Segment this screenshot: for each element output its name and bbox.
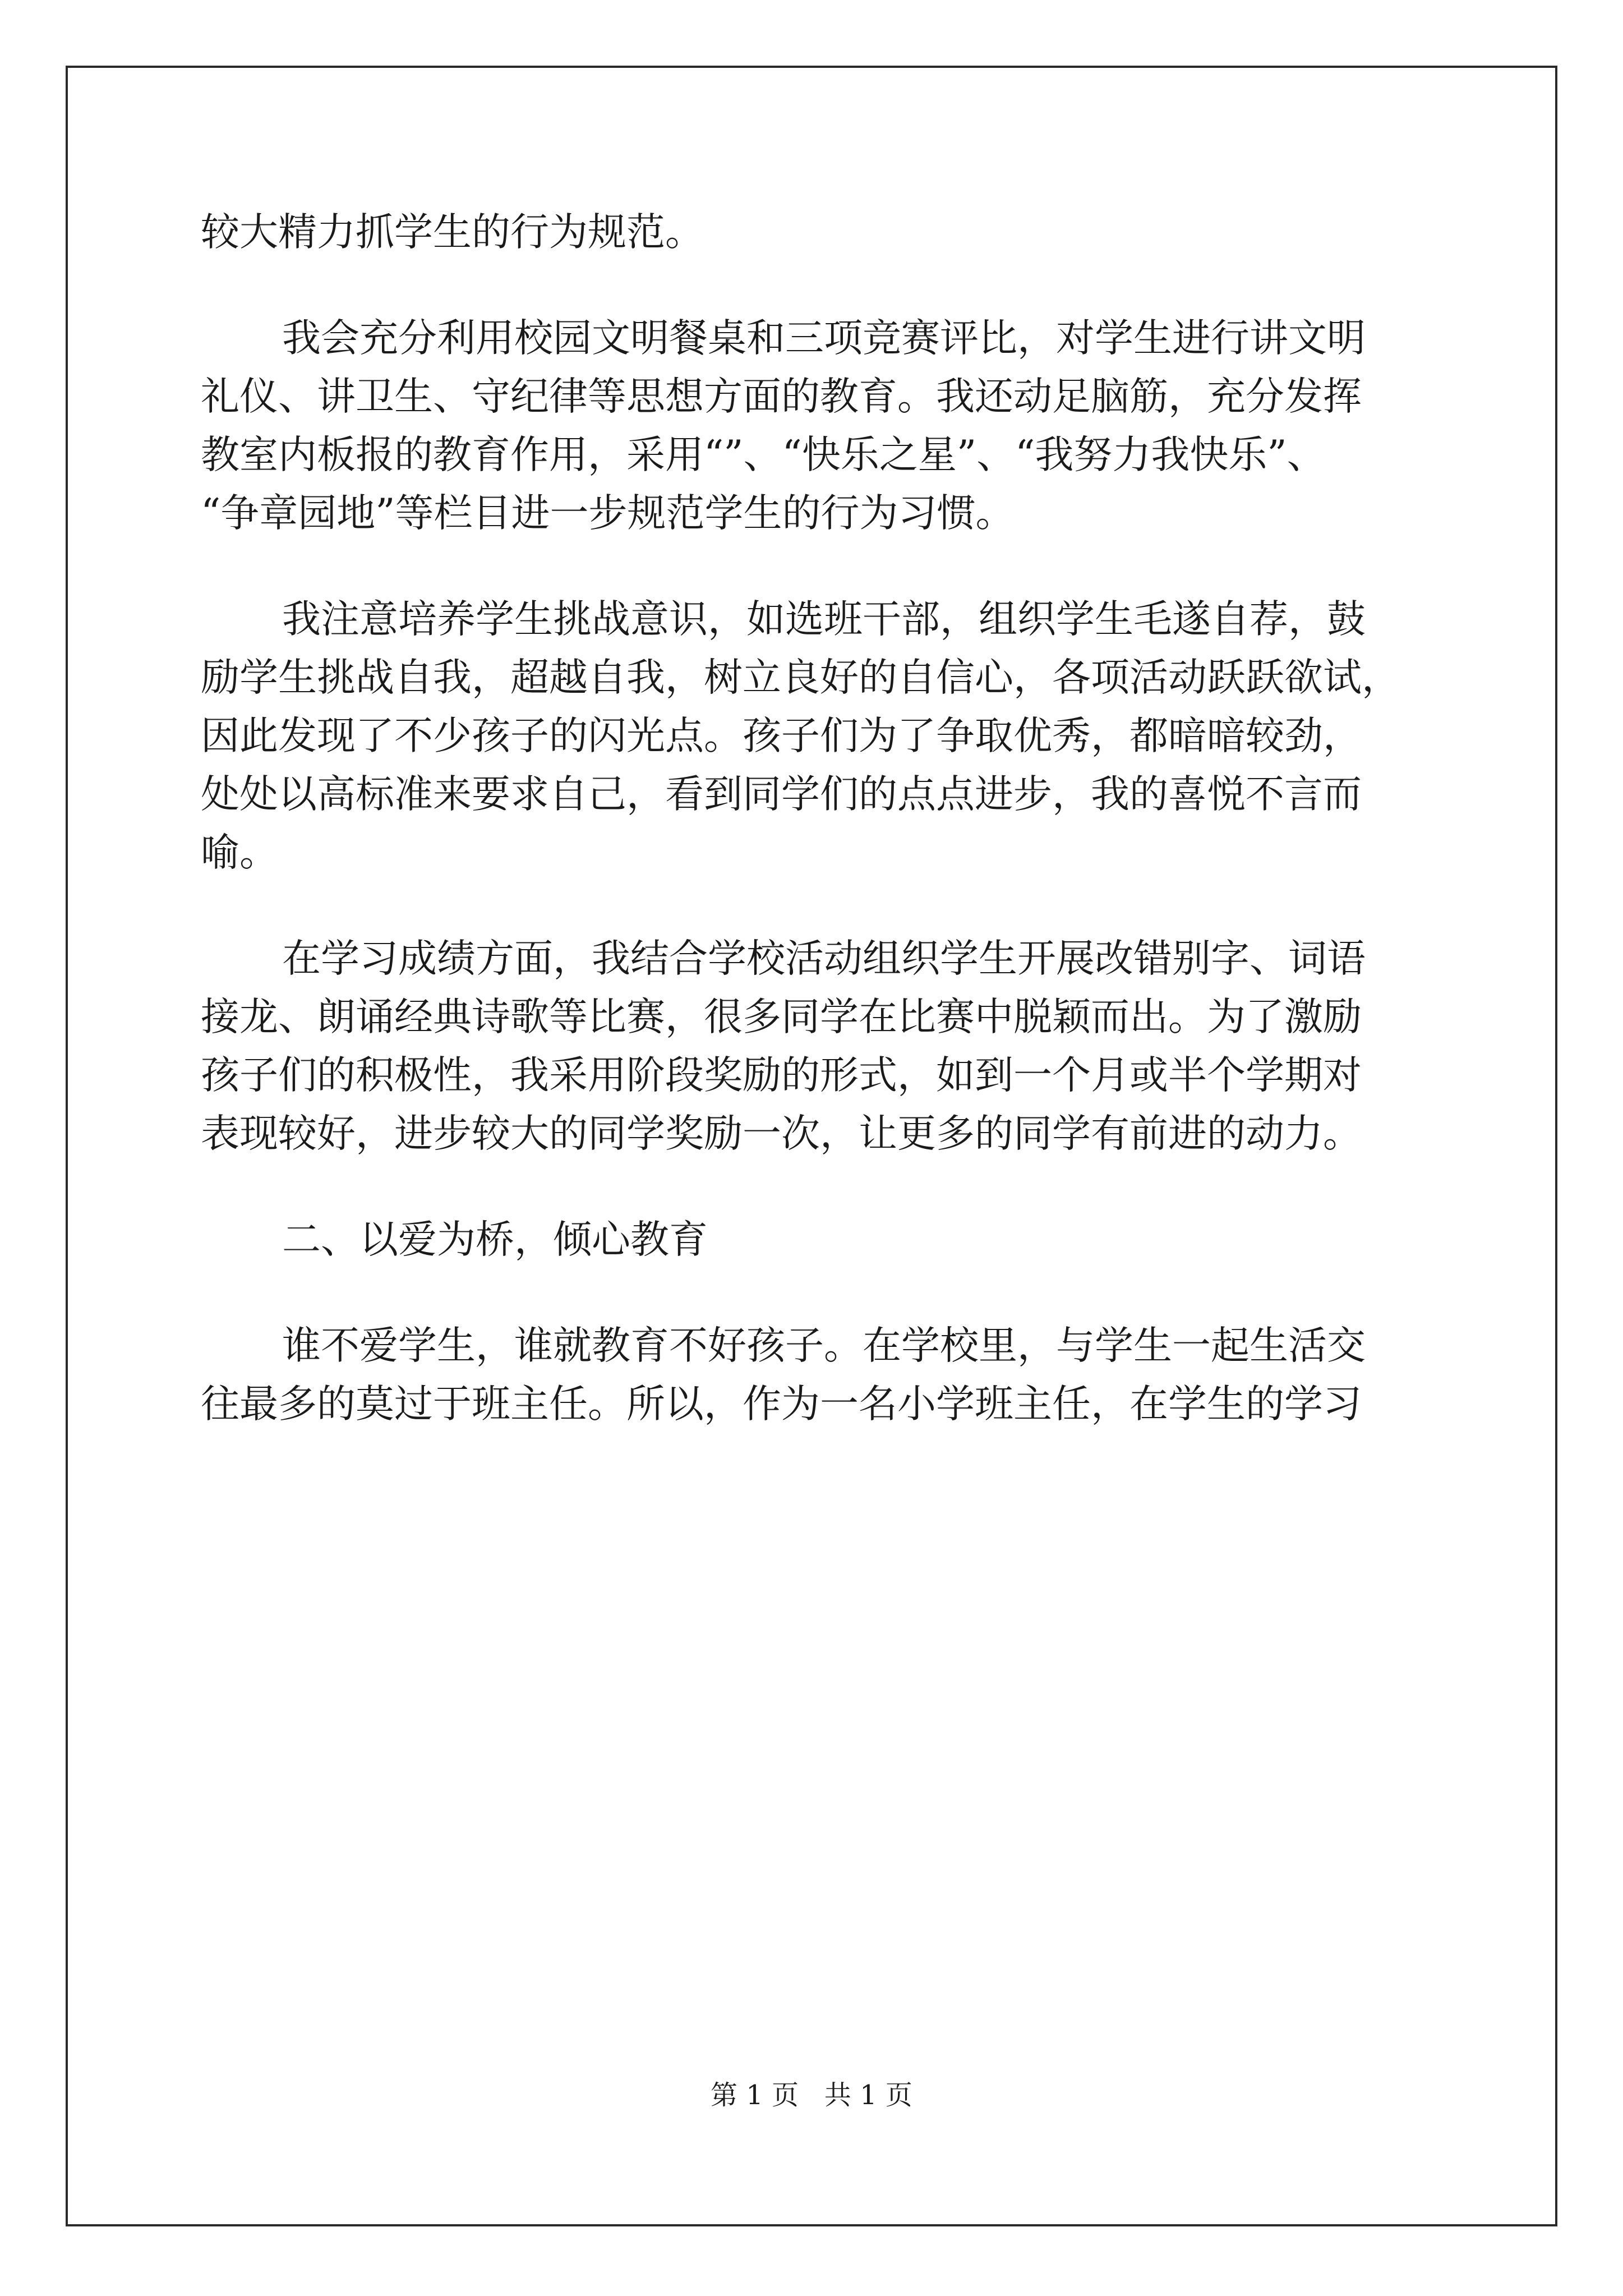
page-number-footer: 第 1 页 共 1 页	[711, 2079, 912, 2111]
paragraph-first-line: 我会充分利用校园文明餐桌和三项竞赛评比，对学生进行讲文明	[282, 316, 1366, 361]
text-line: 礼仪、讲卫生、守纪律等思想方面的教育。我还动足脑筋，充分发挥	[201, 374, 1362, 419]
paragraph-first-line: 在学习成绩方面，我结合学校活动组织学生开展改错别字、词语	[282, 936, 1366, 981]
text-line: 往最多的莫过于班主任。所以，作为一名小学班主任，在学生的学习	[201, 1382, 1362, 1427]
text-line: “争章园地”等栏目进一步规范学生的行为习惯。	[201, 491, 1015, 536]
text-line: 较大精力抓学生的行为规范。	[201, 210, 704, 255]
text-line: 因此发现了不少孩子的闪光点。孩子们为了争取优秀，都暗暗较劲，	[201, 714, 1362, 758]
text-line: 励学生挑战自我，超越自我，树立良好的自信心，各项活动跃跃欲试，	[201, 655, 1400, 700]
paragraph-first-line: 谁不爱学生，谁就教育不好孩子。在学校里，与学生一起生活交	[282, 1323, 1366, 1368]
paragraph-first-line: 我注意培养学生挑战意识，如选班干部，组织学生毛遂自荐，鼓	[282, 597, 1366, 642]
text-line: 喻。	[201, 830, 278, 875]
section-heading: 二、以爱为桥，倾心教育	[282, 1217, 708, 1262]
document-body	[201, 203, 1491, 1433]
text-line: 孩子们的积极性，我采用阶段奖励的形式，如到一个月或半个学期对	[201, 1053, 1362, 1098]
text-line: 教室内板报的教育作用，采用“”、“快乐之星”、“我努力我快乐”、	[201, 432, 1326, 477]
text-line: 处处以高标准来要求自己，看到同学们的点点进步，我的喜悦不言而	[201, 772, 1362, 817]
text-line: 表现较好，进步较大的同学奖励一次，让更多的同学有前进的动力。	[201, 1111, 1362, 1156]
text-line: 接龙、朗诵经典诗歌等比赛，很多同学在比赛中脱颖而出。为了激励	[201, 995, 1362, 1039]
